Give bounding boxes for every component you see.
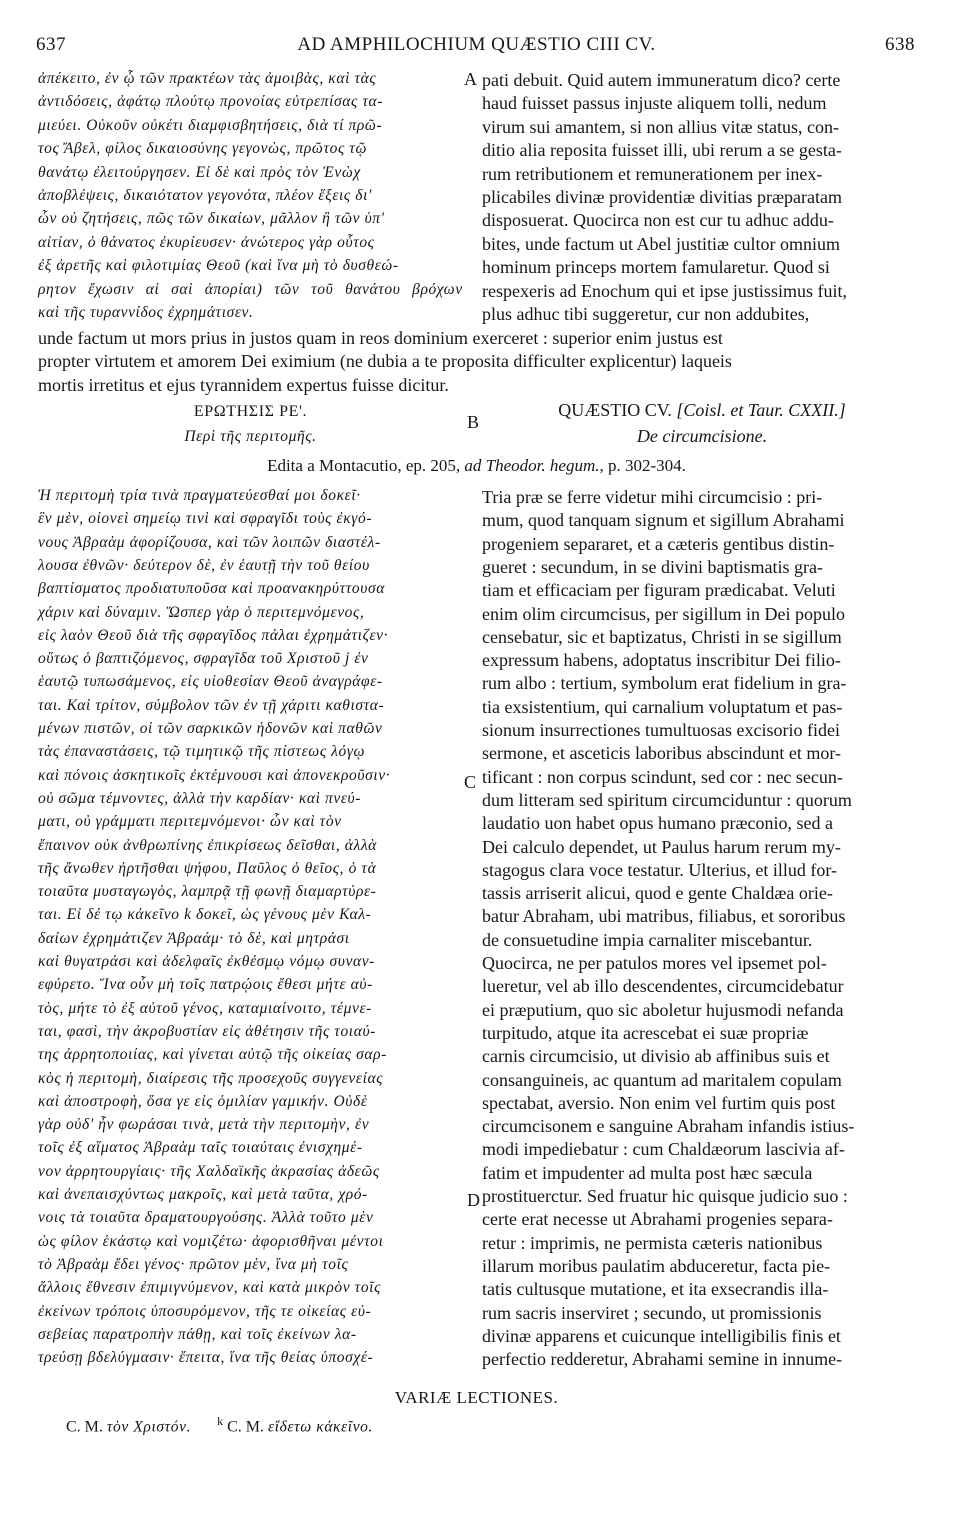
text-line: καὶ θυγατράσι καὶ ἀδελφαῖς ἐκθέσμῳ νόμῳ συναν-: [38, 953, 375, 970]
text-line: rum sacris inserviret ; secundo, ut promissionis: [482, 1302, 822, 1323]
margin-letter-d: D: [467, 1190, 480, 1210]
text-line: τὸ Ἀβραὰμ ἔδει γένος· πρῶτον μὲν, ἵνα μὴ τοῖς: [38, 1255, 349, 1273]
text-line: ἓν μὲν, οἱονεὶ σημείῳ τινὶ καὶ σφραγῖδι τοὺς ἐκγό-: [38, 510, 373, 528]
text-line: fatim et impudenter ad multa post hæc sæcula: [482, 1162, 813, 1183]
text-line: αἰτίαν, ὁ θάνατος ἐκυρίευσεν· ἀνώτερος γὰρ οὗτος: [38, 233, 375, 251]
text-line: respexeris ad Enochum qui et ipse justissimus fuit,: [482, 280, 847, 301]
text-line: disposuerat. Quocirca non est cur tu adhuc addu-: [482, 210, 834, 231]
margin-letter-b: B: [467, 412, 480, 432]
text-line: ματι, οὐ γράμματι περιτεμνόμενοι· ὧν καὶ τὸν: [38, 813, 342, 831]
edition-note: [0, 456, 953, 476]
text-line: νον ἀρρητουργίαις· τῆς Χαλδαϊκῆς ἀκρασίας ἀδεῶς: [38, 1162, 380, 1180]
text-line: οὕτως ὁ βαπτιζόμενος, σφραγῖδα τοῦ Χριστοῦ j ἐν: [38, 650, 369, 668]
text-line: hominum princeps mortem famularetur. Quod si: [482, 257, 830, 278]
note2-mark: k: [217, 1414, 224, 1428]
text-line: ὧν οὐ ζητήσεις, πῶς τῶν δικαίων, μᾶλλον ἢ τῶν ὑπ': [38, 210, 385, 228]
text-line: lueretur, vel ab illo descendentes, circumcidebatur: [482, 976, 844, 997]
text-line: τῆς ἄνωθεν ἠρτῆσθαι ψήφου, Παῦλος ὁ θεῖος, ὁ τὰ: [38, 859, 377, 877]
note1-text: τὸν Χριστόν.: [106, 1418, 192, 1436]
text-line: divinæ apparens et cuicunque intelligibilis finis et: [482, 1325, 841, 1346]
text-line: τοιαῦτα μυσταγωγὸς, λαμπρᾷ τῇ φωνῇ διαμαρτύρε-: [38, 883, 377, 901]
text-line: perfectio redderetur, Abrahami semine in innume-: [482, 1349, 843, 1370]
text-line: progeniem separaret, et a cæteris gentibus distin-: [482, 533, 835, 554]
text-line: rum albo : tertium, symbolum erat fidelium in gra-: [482, 673, 847, 694]
greek-question-title: ΕΡΩΤΗΣΙΣ ΡΕ'.: [193, 403, 308, 420]
page-number-right: 638: [885, 34, 915, 55]
greek-question-subtitle: Περὶ τῆς περιτομῆς.: [184, 428, 317, 445]
latin-question-subtitle: De circumcisione.: [636, 426, 768, 446]
text-line: ται, φασὶ, τὴν ἀκροβυστίαν εἰς ἀθέτησιν τῆς τοιαύ-: [38, 1022, 376, 1040]
text-line: της ἀρρητοποιίας, καὶ γίνεται αὐτῷ τῆς οἰκείας σαρ-: [38, 1046, 387, 1064]
text-line: ἐκείνων τρόποις ὑποσυρόμενον, τῆς τε οἰκείας εὐ-: [38, 1302, 372, 1320]
text-line: λουσα ἐθνῶν· δεύτερον δὲ, ἐν ἑαυτῇ τὴν τοῦ θείου: [38, 556, 370, 574]
text-line: sermone, et asceticis laboribus abscindunt et mor-: [482, 743, 842, 764]
text-line: unde factum ut mors prius in justos quam in reos dominium exerceret : superior enim justus est: [38, 328, 723, 348]
text-line: καὶ ἀνεπαισχύντως μακροῖς, καὶ μετὰ ταῦτα, χρό-: [38, 1186, 368, 1203]
text-line: καὶ τῆς τυραννίδος ἐχρημάτισεν.: [38, 304, 254, 321]
text-line: plus adhuc tibi suggeretur, cur non addubites,: [482, 304, 810, 324]
text-line: censebatur, sic et baptizatus, Christi in se sigillum: [482, 626, 842, 647]
text-line: plicabiles divinæ providentiæ divitias præparatam: [482, 187, 842, 207]
text-line: ται. Εἰ δέ τῳ κἀκεῖνο k δοκεῖ, ὡς γένους μὲν Καλ-: [38, 906, 372, 924]
text-line: certe erat necesse ut Abrahami progenies separa-: [482, 1209, 833, 1230]
variae-lectiones-notes: [66, 1414, 373, 1436]
note2-sigla: C. M.: [227, 1418, 264, 1436]
text-line: ei præputium, quo sic aboletur hujusmodi nefanda: [482, 999, 844, 1020]
latin-question-number: QUÆSTIO CV.: [558, 400, 672, 420]
text-line: ἀποβλέψεις, δικαιότατον γεγονότα, πλέον ἕξεις δι': [38, 187, 372, 204]
text-line: stagogus clara voce testatur. Ulterius, et illud for-: [482, 859, 838, 880]
margin-letter-c: C: [464, 772, 477, 792]
text-line: enim olim circumcisus, per sigillum in Dei populo: [482, 603, 845, 624]
text-line: θανάτῳ ἐλειτούργησεν. Εἰ δὲ καὶ πρὸς τὸν Ἐνὼχ: [38, 163, 361, 181]
edition-prefix: Edita a Montacutio, ep. 205,: [267, 456, 461, 475]
text-line: mum, quod tanquam signum et sigillum Abrahami: [482, 510, 845, 531]
latin-question-source: [Coisl. et Taur. CXXII.]: [676, 400, 846, 420]
note1-sigla: C. M.: [66, 1418, 103, 1436]
variae-lectiones-title: VARIÆ LECTIONES.: [394, 1388, 559, 1407]
text-line: sionum insurrectiones tumultuosas excisorio fidei: [482, 720, 840, 740]
text-line: haud fuisset passus injuste aliquem tolli, nedum: [482, 93, 827, 114]
text-line: mortis irretitus et ejus tyrannidem expertus fuisse dicitur.: [38, 374, 449, 395]
text-line: pati debuit. Quid autem immuneratum dico? certe: [482, 70, 841, 90]
text-line: ἀπέκειτο, ἐν ᾧ τῶν πρακτέων τὰς ἀμοιβὰς, καὶ τὰς: [38, 70, 377, 87]
text-line: τὰς ἐπαναστάσεις, τῷ τιμητικῷ τῆς πίστεως λόγῳ: [38, 743, 366, 761]
text-line: de consuetudine impia carnaliter miscebantur.: [482, 929, 813, 950]
text-line: tatis cultusque mutatione, et ita exsecrandis illa-: [482, 1279, 829, 1300]
text-line: σεβείας παρατροπὴν πάθῃ, καὶ τοῖς ἐκείνων λα-: [38, 1325, 357, 1343]
text-line: δαίων ἐχρημάτιζεν Ἀβραάμ· τὸ δὲ, καὶ μητράσι: [38, 929, 350, 947]
note2-text: εἴδετω κἀκεῖνο.: [267, 1418, 374, 1436]
text-line: ται. Καὶ τρίτον, σύμβολον τῶν ἐν τῇ χάριτι καθιστα-: [38, 696, 385, 714]
text-line: modi impediebatur : cum Chaldæorum lascivia af-: [482, 1139, 845, 1160]
text-line: gueret : secundum, in se divini baptismatis gra-: [482, 556, 823, 577]
text-line: εφύρετο. Ἵνα οὖν μὴ τοῖς πατρῴοις ἔθεσι μήτε αὐ-: [38, 976, 373, 994]
text-line: tia exsistentium, qui carnalium voluptatum et pas-: [482, 696, 843, 717]
text-line: μιεύει. Οὐκοῦν οὐκέτι διαμφισβητήσεις, διὰ τί πρῶ-: [38, 116, 383, 134]
text-line: μένων πιστῶν, οἱ τῶν σαρκικῶν ἡδονῶν καὶ παθῶν: [38, 720, 383, 737]
text-line: βαπτίσματος προδιατυποῦσα καὶ προανακηρύττουσα: [38, 580, 385, 598]
text-line: propter virtutem et amorem Dei eximium (ne dubia a te proposita difficulter explicentur) laqueis: [38, 351, 732, 372]
text-line: rum retributionem et remunerationem per inex-: [482, 163, 823, 184]
text-line: laudatio uon habet opus humano præconio, sed a: [482, 813, 833, 834]
text-line: γὰρ οὐδ' ἦν φωράσαι τινὰ, μετὰ τὴν περιτομὴν, ἐν: [38, 1116, 370, 1134]
text-line: ὡς φίλον ἑκάστῳ καὶ νομιζέτω· ἀφορισθῆναι μέντοι: [38, 1232, 384, 1250]
text-line: turpitudo, atque ita acrescebat ei suæ propriæ: [482, 1022, 809, 1043]
text-line: Ἡ περιτομὴ τρία τινὰ πραγματεύεσθαί μοι δοκεῖ·: [38, 487, 361, 504]
text-line: χάριν καὶ δύναμιν. Ὥσπερ γὰρ ὁ περιτεμνόμενος,: [38, 603, 365, 621]
text-line: retur : imprimis, ne permista cæteris nationibus: [482, 1232, 823, 1253]
text-line: virum sui amantem, si non allius vitæ status, con-: [482, 116, 839, 137]
text-line: τος Ἄβελ, φίλος δικαιοσύνης γεγονὼς, πρῶτος τῷ: [38, 140, 368, 158]
text-line: bites, unde factum ut Abel justitiæ cultor omnium: [482, 233, 840, 254]
text-line: ἐξ ἀρετῆς καὶ φιλοτιμίας Θεοῦ (καὶ ἵνα μὴ τὸ δυσθεώ-: [38, 257, 399, 275]
text-line: τοῖς ἐξ αἵματος Ἀβραὰμ ταῖς τοιαύταις ἐνισχημέ-: [38, 1139, 363, 1157]
text-line: τρεύσῃ βδελύγμασιν· ἔπειτα, ἵνα τῆς θείας ὑποσχέ-: [38, 1349, 374, 1367]
text-line: τὸς, μήτε τὸ ἐξ αὐτοῦ γένος, καταμιαίνοιτο, τέμνε-: [38, 999, 372, 1017]
page-number-left: 637: [36, 34, 66, 55]
text-line: prostituerctur. Sed fruatur hic quisque judicio suo :: [482, 1186, 848, 1206]
text-line: ἀντιδόσεις, ἀφάτῳ πλούτῳ προνοίας εὐτρεπίσας τα-: [38, 93, 384, 111]
text-line: νους Ἀβραὰμ ἀφορίζουσα, καὶ τῶν λοιπῶν διαστέλ-: [38, 533, 381, 551]
text-line: ἑαυτῷ τυπωσάμενος, εἰς υἱοθεσίαν Θεοῦ ἀναγράφε-: [38, 673, 383, 691]
text-line: ἄλλοις ἔθνεσιν ἐπιμιγνύμενον, καὶ κατὰ μικρὸν τοῖς: [38, 1279, 381, 1297]
edition-suffix: , p. 302-304.: [599, 456, 686, 475]
text-line: illarum moribus paulatim abduceretur, facta pie-: [482, 1255, 831, 1276]
text-line: tassis arriserit alicui, quod e gente Chaldæa orie-: [482, 883, 833, 904]
running-title: AD AMPHILOCHIUM QUÆSTIO CIII CV.: [297, 34, 656, 55]
text-line: Dei calculo dependet, ut Paulus harum rerum my-: [482, 836, 841, 857]
latin-question-title: [482, 400, 922, 421]
text-line: ditio alia reposita fuisset illi, ubi rerum a se gesta-: [482, 140, 842, 161]
edition-italic: ad Theodor. hegum.: [464, 456, 600, 475]
text-line: batur Abraham, ubi matribus, filiabus, et sororibus: [482, 906, 846, 927]
text-line: εἰς λαὸν Θεοῦ διὰ τῆς σφραγῖδος πάλαι ἐχρημάτιζεν·: [38, 626, 389, 644]
text-line: dum litteram sed spiritum circumciduntur : quorum: [482, 789, 852, 810]
text-line: consanguineis, ac quantum ad maritalem copulam: [482, 1069, 842, 1090]
text-line: spectabat, aversio. Non enim vel furtim quis post: [482, 1092, 836, 1113]
text-line: Tria præ se ferre videtur mihi circumcisio : pri-: [482, 487, 823, 507]
margin-letter-a: A: [464, 69, 477, 89]
text-line: ἔπαινον οὐκ ἀνθρωπίνης ἐπικρίσεως δεῖσθαι, ἀλλὰ: [38, 836, 377, 854]
text-line: expressum habens, adoptatus inscribitur Dei filio-: [482, 650, 841, 671]
text-line: νοις τὰ τοιαῦτα δραματουργούσης. Ἀλλὰ τοῦτο μὲν: [38, 1209, 374, 1227]
text-line: καὶ ἀποστροφὴ, ὅσα γε εἰς ὁμιλίαν γαμικήν. Οὐδὲ: [38, 1092, 368, 1110]
text-line: circumcisonem e sanguine Abraham infandis istius-: [482, 1116, 855, 1137]
text-line: κὸς ἡ περιτομὴ, διαίρεσις τῆς προσεχοῦς συγγενείας: [38, 1069, 384, 1087]
text-line: καὶ πόνοις ἀσκητικοῖς ἐκτέμνουσι καὶ ἀπονεκροῦσιν·: [38, 766, 391, 784]
text-line: tificant : non corpus scindunt, sed cor : nec secun-: [482, 766, 843, 787]
text-line: ρητον ἔχωσιν αἱ σαὶ ἀπορίαι) τῶν τοῦ θανάτου βρόχων: [38, 280, 463, 298]
text-line: οὐ σῶμα τέμνοντες, ἀλλὰ τὴν καρδίαν· καὶ πνεύ-: [38, 789, 362, 807]
text-line: tiam et efficaciam per figuram prædicabat. Veluti: [482, 580, 836, 601]
text-line: carnis circumcisio, ut divisio ab affinibus suis et: [482, 1046, 830, 1067]
text-line: Quocirca, ne per patulos mores vel ipsemet pol-: [482, 953, 827, 973]
